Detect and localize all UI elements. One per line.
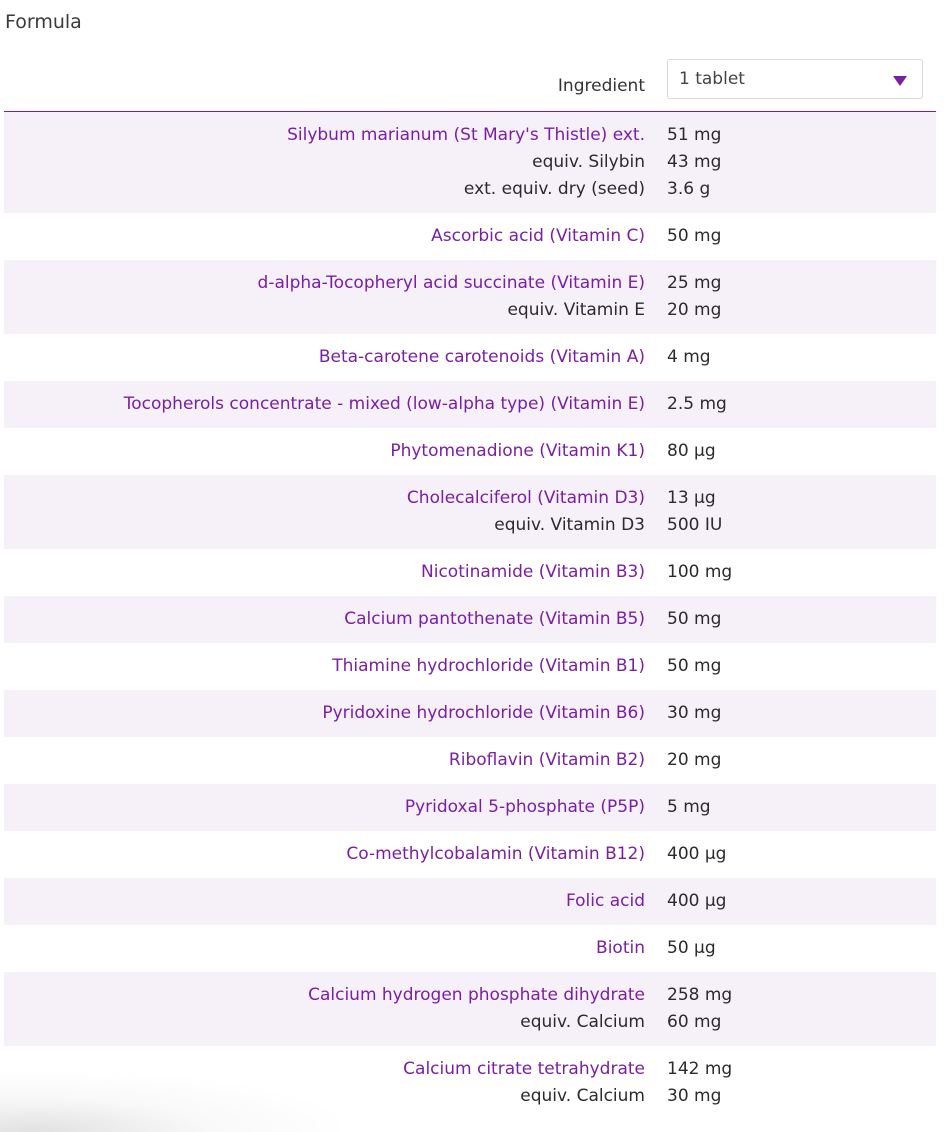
- ingredient-link[interactable]: Folic acid: [565, 891, 645, 911]
- ingredient-amount: 50 mg: [667, 609, 722, 629]
- ingredient-link[interactable]: Phytomenadione (Vitamin K1): [390, 441, 645, 461]
- ingredient-amount: 500 IU: [667, 515, 723, 535]
- ingredient-amount: 50 mg: [667, 226, 722, 246]
- ingredient-amount: 4 mg: [667, 347, 711, 367]
- ingredient-line: [4, 1056, 936, 1083]
- ingredient-row: [4, 878, 936, 925]
- ingredient-line: [4, 794, 936, 821]
- ingredient-line: [4, 559, 936, 586]
- ingredient-line: [4, 1009, 936, 1036]
- ingredient-amount: 142 mg: [667, 1059, 733, 1079]
- ingredient-amount: 30 mg: [667, 1086, 722, 1106]
- ingredient-line: [4, 512, 936, 539]
- ingredient-link[interactable]: Biotin: [596, 938, 645, 958]
- ingredient-link[interactable]: d-alpha-Tocopheryl acid succinate (Vitamin E): [257, 273, 645, 293]
- ingredient-amount: 51 mg: [667, 125, 722, 145]
- ingredient-row: [4, 831, 936, 878]
- ingredient-link[interactable]: Riboflavin (Vitamin B2): [448, 750, 645, 770]
- ingredient-amount: 258 mg: [667, 985, 733, 1005]
- ingredient-amount: 2.5 mg: [667, 394, 727, 414]
- ingredient-line: [4, 270, 936, 297]
- ingredient-amount: 3.6 g: [667, 179, 711, 199]
- equivalent-label: ext. equiv. dry (seed): [463, 179, 645, 199]
- ingredient-line: [4, 982, 936, 1009]
- ingredient-row: [4, 925, 936, 972]
- ingredient-link[interactable]: Thiamine hydrochloride (Vitamin B1): [332, 656, 645, 676]
- ingredient-line: [4, 841, 936, 868]
- ingredient-row: [4, 112, 936, 213]
- dose-select[interactable]: [667, 59, 923, 99]
- equivalent-label: equiv. Calcium: [520, 1012, 645, 1032]
- ingredient-amount: 400 µg: [667, 891, 727, 911]
- ingredient-row: [4, 549, 936, 596]
- ingredient-link[interactable]: Nicotinamide (Vitamin B3): [421, 562, 645, 582]
- ingredient-line: [4, 149, 936, 176]
- ingredient-link[interactable]: Calcium citrate tetrahydrate: [403, 1059, 645, 1079]
- ingredient-row: [4, 784, 936, 831]
- ingredient-link[interactable]: Silybum marianum (St Mary's Thistle) ext.: [287, 125, 645, 145]
- ingredient-link[interactable]: Co-methylcobalamin (Vitamin B12): [346, 844, 645, 864]
- ingredient-amount: 25 mg: [667, 273, 722, 293]
- ingredient-table: [4, 112, 936, 1120]
- ingredient-link[interactable]: Tocopherols concentrate - mixed (low-alpha type) (Vitamin E): [123, 394, 645, 414]
- ingredient-row: [4, 381, 936, 428]
- table-header: [4, 58, 936, 112]
- ingredient-link[interactable]: Beta-carotene carotenoids (Vitamin A): [318, 347, 645, 367]
- ingredient-line: [4, 438, 936, 465]
- ingredient-link[interactable]: Cholecalciferol (Vitamin D3): [406, 488, 645, 508]
- ingredient-row: [4, 1046, 936, 1120]
- ingredient-row: [4, 428, 936, 475]
- equivalent-label: equiv. Vitamin E: [507, 300, 645, 320]
- ingredient-row: [4, 475, 936, 549]
- ingredient-row: [4, 643, 936, 690]
- ingredient-link[interactable]: Calcium pantothenate (Vitamin B5): [344, 609, 645, 629]
- ingredient-line: [4, 700, 936, 727]
- ingredient-line: [4, 606, 936, 633]
- ingredient-row: [4, 596, 936, 643]
- ingredient-amount: 13 µg: [667, 488, 716, 508]
- ingredient-line: [4, 344, 936, 371]
- dose-select-value: 1 tablet: [679, 69, 745, 89]
- ingredient-link[interactable]: Ascorbic acid (Vitamin C): [431, 226, 645, 246]
- equivalent-label: equiv. Silybin: [532, 152, 645, 172]
- ingredient-line: [4, 888, 936, 915]
- ingredient-amount: 50 mg: [667, 656, 722, 676]
- ingredient-line: [4, 122, 936, 149]
- ingredient-line: [4, 297, 936, 324]
- ingredient-amount: 100 mg: [667, 562, 733, 582]
- ingredient-amount: 400 µg: [667, 844, 727, 864]
- ingredient-row: [4, 260, 936, 334]
- ingredient-row: [4, 972, 936, 1046]
- ingredient-amount: 43 mg: [667, 152, 722, 172]
- ingredient-row: [4, 690, 936, 737]
- ingredient-amount: 20 mg: [667, 300, 722, 320]
- ingredient-amount: 50 µg: [667, 938, 716, 958]
- ingredient-line: [4, 223, 936, 250]
- ingredient-line: [4, 653, 936, 680]
- ingredient-line: [4, 1083, 936, 1110]
- ingredient-link[interactable]: Pyridoxine hydrochloride (Vitamin B6): [322, 703, 645, 723]
- ingredient-row: [4, 334, 936, 381]
- ingredient-link[interactable]: Calcium hydrogen phosphate dihydrate: [308, 985, 645, 1005]
- ingredient-line: [4, 391, 936, 418]
- ingredient-link[interactable]: Pyridoxal 5-phosphate (P5P): [404, 797, 645, 817]
- ingredient-amount: 80 µg: [667, 441, 716, 461]
- ingredient-row: [4, 737, 936, 784]
- caret-down-icon[interactable]: [893, 76, 907, 86]
- ingredient-column-label: Ingredient: [557, 76, 645, 96]
- equivalent-label: equiv. Vitamin D3: [494, 515, 645, 535]
- ingredient-line: [4, 485, 936, 512]
- ingredient-row: [4, 213, 936, 260]
- ingredient-amount: 20 mg: [667, 750, 722, 770]
- section-title: Formula: [5, 11, 82, 33]
- ingredient-line: [4, 176, 936, 203]
- ingredient-line: [4, 935, 936, 962]
- equivalent-label: equiv. Calcium: [520, 1086, 645, 1106]
- ingredient-amount: 5 mg: [667, 797, 711, 817]
- ingredient-line: [4, 747, 936, 774]
- ingredient-amount: 30 mg: [667, 703, 722, 723]
- ingredient-amount: 60 mg: [667, 1012, 722, 1032]
